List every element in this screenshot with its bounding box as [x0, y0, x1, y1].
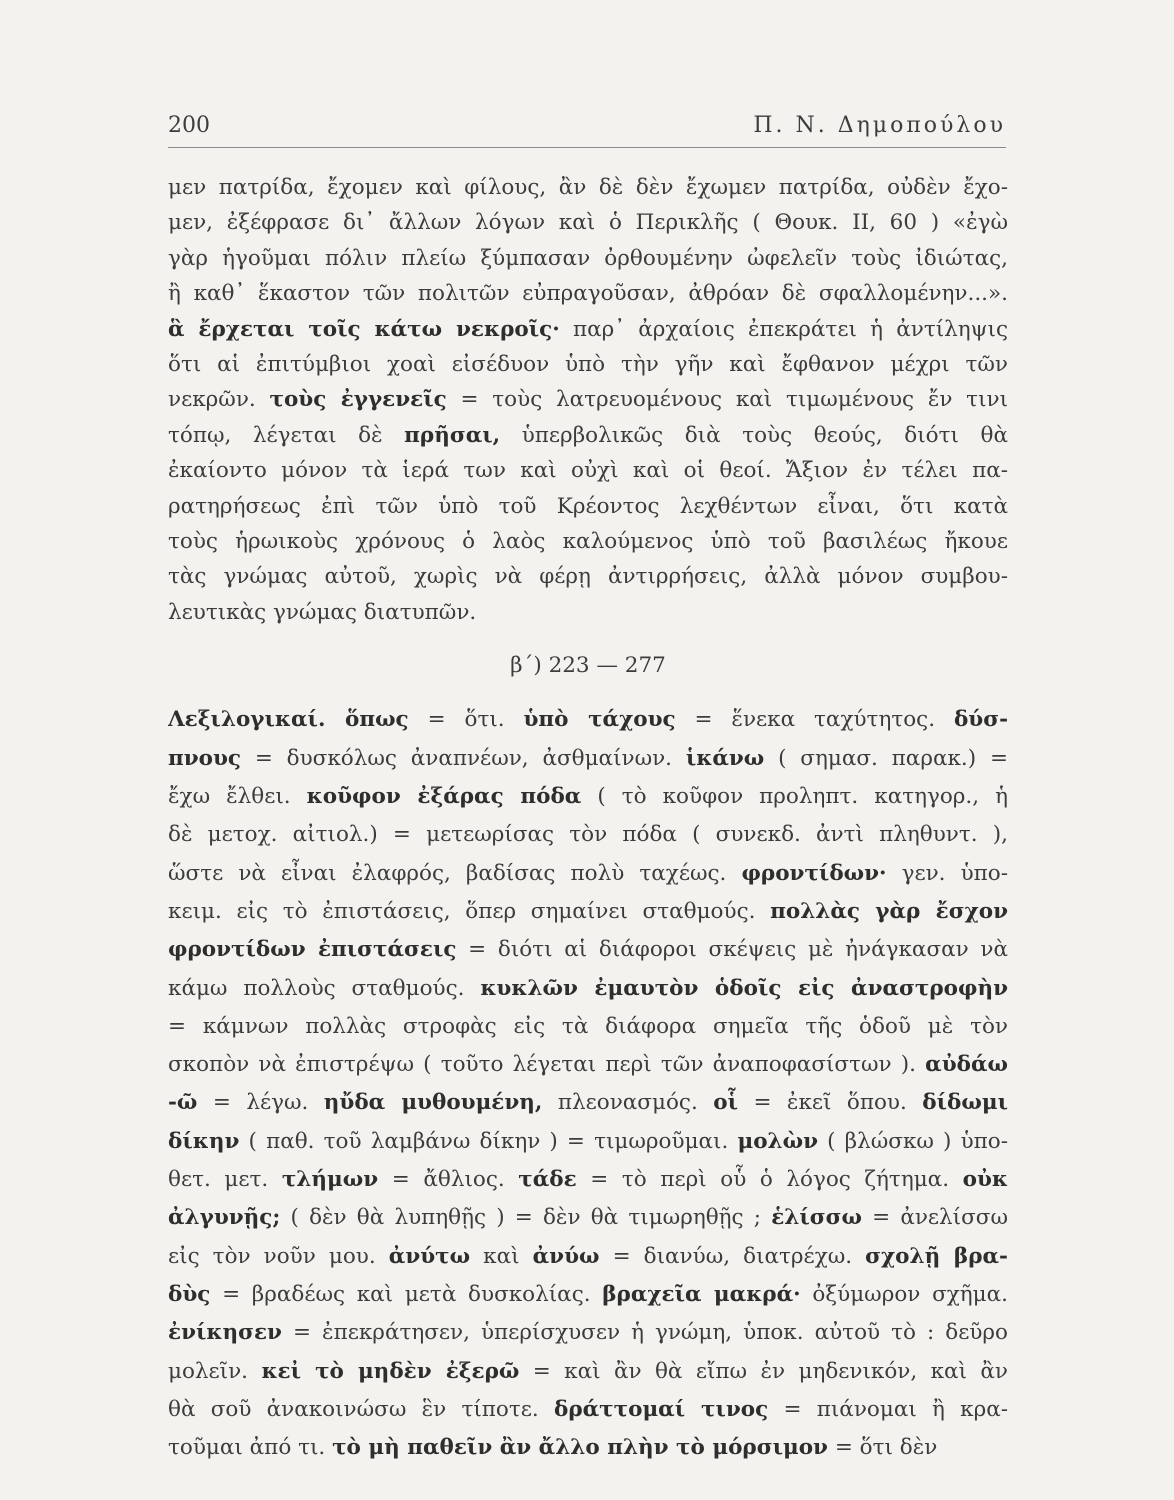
lemma-term: δὺς: [168, 1281, 211, 1307]
gloss-text: = ἐκεῖ ὅπου.: [737, 1090, 923, 1116]
gloss-text: ἔχω ἔλθει.: [168, 784, 307, 810]
lemma-term: κυκλῶν ἐμαυτὸν ὁδοῖς εἰς ἀναστροφὴν: [480, 975, 1008, 1001]
commentary2-line: [168, 701, 1008, 739]
gloss-text: παρ᾽ ἀρχαίοις ἐπεκράτει ἡ ἀντίληψις: [559, 316, 1008, 342]
gloss-text: = δυσκόλως ἀναπνέων, ἀσθμαίνων.: [241, 745, 686, 771]
gloss-text: ὀξύμωρον σχῆμα.: [800, 1281, 1008, 1307]
running-head: Π. Ν. Δημοπούλου: [753, 113, 1006, 138]
page-number: 200: [168, 113, 210, 138]
gloss-text: = κάμνων πολλὰς στροφὰς εἰς τὰ διάφορα σημεῖα τῆς ὁδοῦ μὲ τὸν: [168, 1013, 1008, 1039]
lemma-term: κοῦφον ἐξάρας πόδα: [306, 784, 582, 810]
commentary1-line: [168, 489, 1008, 524]
gloss-text: τοὺς ἡρωικοὺς χρόνους ὁ λαὸς καλούμενος ὑπὸ τοῦ βασιλέως ἤκουε: [168, 528, 1008, 554]
lemma-term: αὐδάω: [925, 1052, 1008, 1078]
commentary1-line: [168, 595, 1008, 630]
gloss-text: ὑπερβολικῶς διὰ τοὺς θεούς, διότι θὰ: [500, 422, 1008, 448]
gloss-text: μολεῖν.: [168, 1358, 262, 1384]
gloss-text: τόπῳ, λέγεται δὲ: [168, 422, 405, 448]
lemma-term: φροντίδων·: [741, 860, 887, 886]
commentary1-line: [168, 453, 1008, 488]
lemma-term: δίκην: [168, 1128, 240, 1154]
lemma-term: πολλὰς γὰρ ἔσχον: [770, 898, 1008, 924]
gloss-text: = διότι αἱ διάφοροι σκέψεις μὲ ἠνάγκασαν νὰ: [456, 937, 1008, 963]
gloss-text: γεν. ὑπο-: [886, 860, 1008, 886]
commentary2-line: [168, 1008, 1008, 1046]
lemma-term: βραχεῖα μακρά·: [602, 1281, 801, 1307]
gloss-text: ( παθ. τοῦ λαμβάνω δίκην ) = τιμωροῦμαι.: [239, 1128, 738, 1154]
gloss-text: τοῦμαι ἀπό τι.: [168, 1435, 333, 1461]
lemma-term: οὐκ: [962, 1167, 1008, 1193]
commentary1-line: [168, 382, 1008, 417]
gloss-text: = διανύω, διατρέχω.: [599, 1243, 866, 1269]
lemma-term: τοὺς ἐγγενεῖς: [269, 387, 447, 413]
commentary2-line: [168, 893, 1008, 931]
lemma-term: ηὔδα μυθουμένη,: [323, 1090, 543, 1116]
lemma-term: Λεξιλογικαί. ὅπως: [168, 707, 409, 733]
commentary1-line: [168, 418, 1008, 453]
lemma-term: τλήμων: [281, 1167, 379, 1193]
commentary1-line: [168, 559, 1008, 594]
lemma-term: μολὼν: [737, 1128, 819, 1154]
commentary2-line: [168, 1123, 1008, 1161]
commentary2-line: [168, 855, 1008, 893]
gloss-text: πλεονασμός.: [542, 1090, 714, 1116]
commentary2-line: [168, 1238, 1008, 1276]
gloss-text: ἢ καθ᾽ ἕκαστον τῶν πολιτῶν εὐπραγοῦσαν, ἀθρόαν δὲ σφαλλομένην...».: [168, 281, 1008, 307]
lemma-term: ἃ ἔρχεται τοῖς κάτω νεκροῖς·: [168, 316, 560, 342]
commentary2-line: [168, 1046, 1008, 1084]
gloss-text: ( δὲν θὰ λυπηθῇς ) = δὲν θὰ τιμωρηθῇς ;: [280, 1205, 772, 1231]
lemma-term: πρῆσαι,: [404, 422, 501, 448]
gloss-text: = λέγω.: [197, 1090, 324, 1116]
gloss-text: ( τὸ κοῦφον προληπτ. κατηγορ., ἡ: [581, 784, 1008, 810]
commentary2-line: [168, 1353, 1008, 1391]
page-header: [168, 113, 1006, 148]
gloss-text: θὰ σοῦ ἀνακοινώσω ἓν τίποτε.: [168, 1396, 554, 1422]
gloss-text: ὥστε νὰ εἶναι ἐλαφρός, βαδίσας πολὺ ταχέως.: [168, 860, 742, 886]
gloss-text: = πιάνομαι ἢ κρα-: [768, 1396, 1008, 1422]
gloss-text: κάμω πολλοὺς σταθμούς.: [168, 975, 481, 1001]
gloss-text: = τὸ περὶ οὗ ὁ λόγος ζήτημα.: [576, 1167, 963, 1193]
gloss-text: = ἀνελίσσω: [861, 1205, 1008, 1231]
lemma-term: κεἰ τὸ μηδὲν ἐξερῶ: [261, 1358, 520, 1384]
gloss-text: θετ. μετ.: [168, 1167, 282, 1193]
lemma-term: ὑπὸ τάχους: [523, 707, 676, 733]
lemma-term: -ῶ: [168, 1090, 198, 1116]
commentary2-line: [168, 970, 1008, 1008]
commentary2-line: [168, 1429, 1008, 1467]
gloss-text: λευτικὰς γνώμας διατυπῶν.: [168, 599, 477, 625]
gloss-text: εἰς τὸν νοῦν μου.: [168, 1243, 389, 1269]
gloss-text: δὲ μετοχ. αἰτιολ.) = μετεωρίσας τὸν πόδα ( συνεκδ. ἀντὶ πληθυντ. ),: [168, 822, 1008, 848]
section-heading: β΄) 223 — 277: [510, 653, 666, 679]
commentary1-line: [168, 276, 1008, 311]
lemma-term: ἀνύω: [532, 1243, 600, 1269]
commentary1-line: [168, 347, 1008, 382]
lemma-term: δύσ-: [953, 707, 1008, 733]
gloss-text: ρατηρήσεως ἐπὶ τῶν ὑπὸ τοῦ Κρέοντος λεχθέντων εἶναι, ὅτι κατὰ: [168, 493, 1008, 519]
commentary2-line: [168, 778, 1008, 816]
commentary1-line: [168, 241, 1008, 276]
lemma-term: δίδωμι: [922, 1090, 1008, 1116]
commentary2-line: [168, 1199, 1008, 1237]
gloss-text: = ἄθλιος.: [378, 1167, 519, 1193]
gloss-text: καὶ: [470, 1243, 533, 1269]
lemma-term: ἀλγυνῇς;: [168, 1205, 281, 1231]
gloss-text: = τοὺς λατρευομένους καὶ τιμωμένους ἔν τινι: [446, 387, 1008, 413]
lemma-term: ἀνύτω: [388, 1243, 471, 1269]
page-body: [168, 170, 1008, 1467]
commentary1-line: [168, 312, 1008, 347]
gloss-text: = ἕνεκα ταχύτητος.: [675, 707, 954, 733]
commentary-section-1: [168, 170, 1008, 630]
commentary1-line: [168, 524, 1008, 559]
lemma-term: ἱκάνω: [685, 745, 765, 771]
gloss-text: ( βλώσκω ) ὑπο-: [818, 1128, 1008, 1154]
lemma-term: τάδε: [518, 1167, 577, 1193]
gloss-text: κειμ. εἰς τὸ ἐπιστάσεις, ὅπερ σημαίνει σταθμούς.: [168, 898, 771, 924]
gloss-text: τὰς γνώμας αὐτοῦ, χωρὶς νὰ φέρῃ ἀντιρρήσεις, ἀλλὰ μόνον συμβου-: [168, 564, 1008, 590]
gloss-text: μεν, ἐξέφρασε δι᾽ ἄλλων λόγων καὶ ὁ Περικλῆς ( Θουκ. II, 60 ) «ἐγὼ: [168, 210, 1008, 236]
gloss-text: ὅτι αἱ ἐπιτύμβιοι χοαὶ εἰσέδυον ὑπὸ τὴν γῆν καὶ ἔφθανον μέχρι τῶν: [168, 351, 1008, 377]
lemma-term: οἷ: [713, 1090, 738, 1116]
commentary2-line: [168, 1391, 1008, 1429]
gloss-text: = ἐπεκράτησεν, ὑπερίσχυσεν ἡ γνώμη, ὑποκ. αὐτοῦ τὸ : δεῦρο: [281, 1320, 1008, 1346]
gloss-text: γὰρ ἡγοῦμαι πόλιν πλείω ξύμπασαν ὀρθουμένην ὠφελεῖν τοὺς ἰδιώτας,: [168, 245, 1008, 271]
lemma-term: ἐνίκησεν: [168, 1320, 282, 1346]
lemma-term: φροντίδων ἐπιστάσεις: [168, 937, 457, 963]
commentary2-line: [168, 1314, 1008, 1352]
gloss-text: = καὶ ἂν θὰ εἴπω ἐν μηδενικόν, καὶ ἂν: [519, 1358, 1008, 1384]
commentary1-line: [168, 170, 1008, 205]
commentary2-line: [168, 931, 1008, 969]
gloss-text: = ὅτι δὲν: [827, 1435, 938, 1461]
lemma-term: πνους: [168, 745, 242, 771]
lemma-term: ἑλίσσω: [771, 1205, 862, 1231]
gloss-text: = ὅτι.: [408, 707, 524, 733]
commentary-section-2: [168, 701, 1008, 1467]
lemma-term: σχολῇ βρα-: [865, 1243, 1008, 1269]
gloss-text: = βραδέως καὶ μετὰ δυσκολίας.: [210, 1281, 603, 1307]
commentary2-line: [168, 816, 1008, 854]
gloss-text: ( σημασ. παρακ.) =: [764, 745, 1008, 771]
gloss-text: νεκρῶν.: [168, 387, 270, 413]
commentary2-line: [168, 1084, 1008, 1122]
commentary2-line: [168, 740, 1008, 778]
lemma-term: δράττομαί τινος: [553, 1396, 769, 1422]
commentary2-line: [168, 1276, 1008, 1314]
commentary1-line: [168, 205, 1008, 240]
gloss-text: μεν πατρίδα, ἔχομεν καὶ φίλους, ἂν δὲ δὲν ἔχωμεν πατρίδα, οὐδὲν ἔχο-: [168, 175, 1008, 200]
lemma-term: τὸ μὴ παθεῖν ἂν ἄλλο πλὴν τὸ μόρσιμον: [332, 1435, 828, 1461]
gloss-text: ἐκαίοντο μόνον τὰ ἱερά των καὶ οὐχὶ καὶ οἱ θεοί. Ἄξιον ἐν τέλει πα-: [168, 458, 1008, 484]
commentary2-line: [168, 1161, 1008, 1199]
gloss-text: σκοπὸν νὰ ἐπιστρέψω ( τοῦτο λέγεται περὶ τῶν ἀναποφασίστων ).: [168, 1052, 926, 1078]
